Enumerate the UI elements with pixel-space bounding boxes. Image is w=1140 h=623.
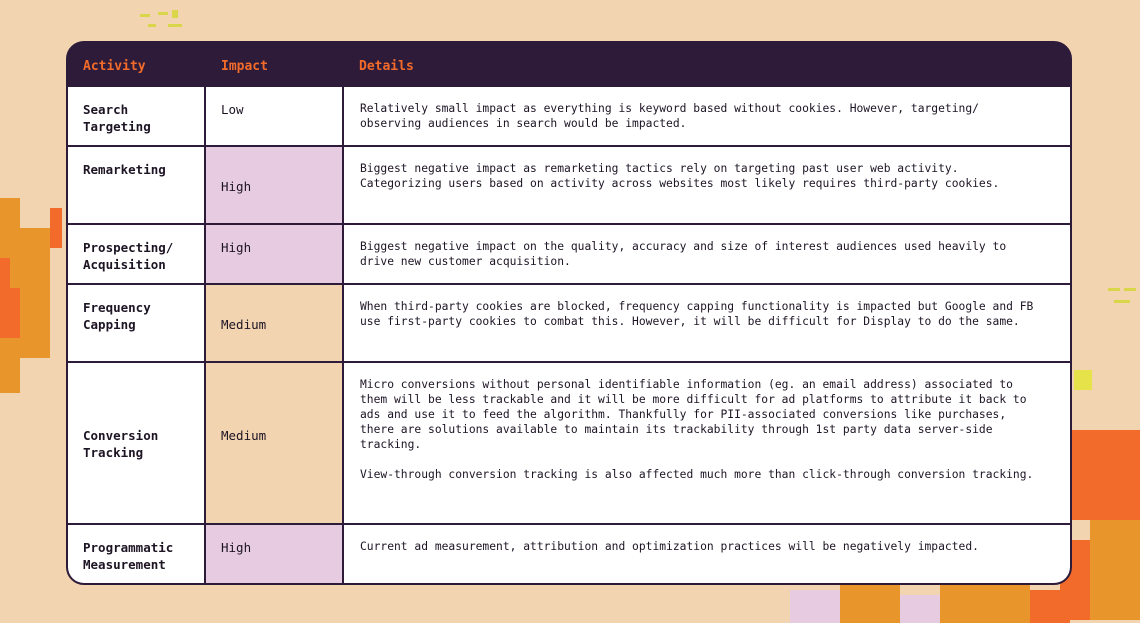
details-text: When third-party cookies are blocked, frequency capping functionality is impacted but Google and FB use first-party cookies to combat this. However, it will be difficult for Display to do the same. <box>360 300 1034 328</box>
header-details: Details <box>359 59 414 74</box>
details-cell <box>344 285 1070 361</box>
activity-cell <box>68 147 204 223</box>
details-text: Relatively small impact as everything is keyword based without cookies. However, targeting/ observing audiences in search would be impacted. <box>360 102 979 130</box>
impact-label: High <box>221 179 252 194</box>
impact-label: High <box>221 540 252 555</box>
decorative-pixel-blob-right <box>1060 420 1140 620</box>
activity-cell <box>68 225 204 283</box>
impact-label: Medium <box>221 428 267 443</box>
activity-label: Conversion Tracking <box>83 428 159 460</box>
impact-cell <box>206 87 342 145</box>
table-row <box>68 525 1070 583</box>
table-row <box>68 87 1070 145</box>
impact-cell <box>206 525 342 583</box>
activity-cell <box>68 363 204 523</box>
decorative-dashes-right <box>1104 284 1140 308</box>
table-row <box>68 285 1070 361</box>
impact-cell <box>206 285 342 361</box>
details-text: Current ad measurement, attribution and optimization practices will be negatively impacted. <box>360 540 979 553</box>
details-cell <box>344 87 1070 145</box>
impact-cell <box>206 225 342 283</box>
impact-table <box>66 41 1072 585</box>
decorative-pixel-blob-left <box>0 198 62 398</box>
activity-cell <box>68 87 204 145</box>
activity-label: Search Targeting <box>83 102 151 134</box>
decorative-yellow-mark <box>1070 366 1100 396</box>
activity-cell <box>68 285 204 361</box>
header-impact: Impact <box>221 59 268 74</box>
impact-label: High <box>221 240 252 255</box>
table-header <box>68 43 1070 87</box>
activity-label: Frequency Capping <box>83 300 151 332</box>
details-cell <box>344 525 1070 583</box>
activity-cell <box>68 525 204 583</box>
impact-cell <box>206 363 342 523</box>
decorative-dashes-top <box>138 10 198 32</box>
impact-label: Medium <box>221 317 267 332</box>
table-row <box>68 363 1070 523</box>
table-row <box>68 225 1070 283</box>
impact-cell <box>206 147 342 223</box>
activity-label: Remarketing <box>83 162 166 177</box>
details-text: Biggest negative impact as remarketing tactics rely on targeting past user web activity. Categorizing users based on activity across websites most likely requires third-party cookies. <box>360 162 1000 190</box>
details-text: Micro conversions without personal identifiable information (eg. an email address) associated to them will be less trackable and it will be more difficult for ad platforms to attribute it back to ads and use it to feed the algorithm. Thankfully for PII-associated conversions like purchases, there are solutions available to maintain its trackability through 1st party data server-side tracking. View-through conversion tracking is also affected much more than click-through conversion tracking. <box>360 378 1034 481</box>
details-cell <box>344 363 1070 523</box>
decorative-pixel-blob-bottom <box>790 580 1070 623</box>
table-row <box>68 147 1070 223</box>
activity-label: Programmatic Measurement <box>83 540 174 572</box>
impact-label: Low <box>221 102 244 117</box>
header-activity: Activity <box>83 59 146 74</box>
details-cell <box>344 225 1070 283</box>
activity-label: Prospecting/ Acquisition <box>83 240 174 272</box>
details-cell <box>344 147 1070 223</box>
details-text: Biggest negative impact on the quality, accuracy and size of interest audiences used heavily to drive new customer acquisition. <box>360 240 1007 268</box>
